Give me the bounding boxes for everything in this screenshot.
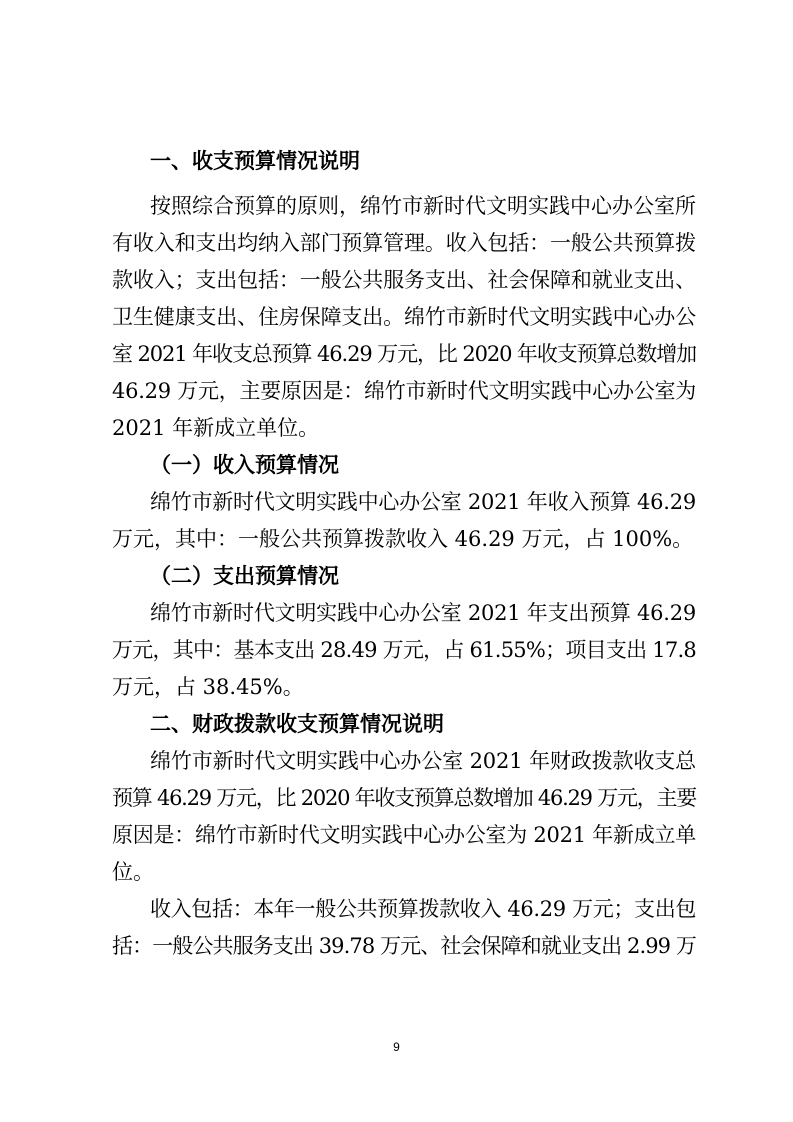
paragraph-line: 款收入；支出包括：一般公共服务支出、社会保障和就业支出、 <box>112 268 696 292</box>
subsection1-heading: （一）收入预算情况 <box>150 453 339 477</box>
paragraph-line: 46.29 万元，主要原因是：绵竹市新时代文明实践中心办公室为 <box>112 379 696 403</box>
paragraph-line: 室 2021 年收支总预算 46.29 万元，比 2020 年收支预算总数增加 <box>112 342 696 366</box>
paragraph-line: 预算 46.29 万元，比 2020 年收支预算总数增加 46.29 万元，主要 <box>112 786 696 810</box>
paragraph-line: 收入包括：本年一般公共预算拨款收入 46.29 万元；支出包 <box>150 897 696 921</box>
subsection2-heading: （二）支出预算情况 <box>150 564 339 588</box>
paragraph-line: 按照综合预算的原则，绵竹市新时代文明实践中心办公室所 <box>150 194 696 218</box>
paragraph-line: 万元，占 38.45%。 <box>112 675 304 699</box>
section1-heading: 一、收支预算情况说明 <box>150 149 360 173</box>
paragraph-line: 绵竹市新时代文明实践中心办公室 2021 年收入预算 46.29 <box>150 490 696 514</box>
section2-heading: 二、财政拨款收支预算情况说明 <box>150 712 444 736</box>
page-number: 9 <box>393 1040 400 1054</box>
paragraph-line: 万元，其中：一般公共预算拨款收入 46.29 万元，占 100%。 <box>112 527 694 551</box>
paragraph-line: 万元，其中：基本支出 28.49 万元，占 61.55%；项目支出 17.8 <box>112 638 696 662</box>
paragraph-line: 原因是：绵竹市新时代文明实践中心办公室为 2021 年新成立单 <box>112 823 696 847</box>
paragraph-line: 有收入和支出均纳入部门预算管理。收入包括：一般公共预算拨 <box>112 231 696 255</box>
paragraph-line: 绵竹市新时代文明实践中心办公室 2021 年财政拨款收支总 <box>150 749 696 773</box>
paragraph-line: 卫生健康支出、住房保障支出。绵竹市新时代文明实践中心办公 <box>112 305 696 329</box>
paragraph-line: 绵竹市新时代文明实践中心办公室 2021 年支出预算 46.29 <box>150 601 696 625</box>
paragraph-line: 2021 年新成立单位。 <box>112 416 320 440</box>
paragraph-line: 括：一般公共服务支出 39.78 万元、社会保障和就业支出 2.99 万 <box>112 934 696 958</box>
paragraph-line: 位。 <box>112 860 154 884</box>
